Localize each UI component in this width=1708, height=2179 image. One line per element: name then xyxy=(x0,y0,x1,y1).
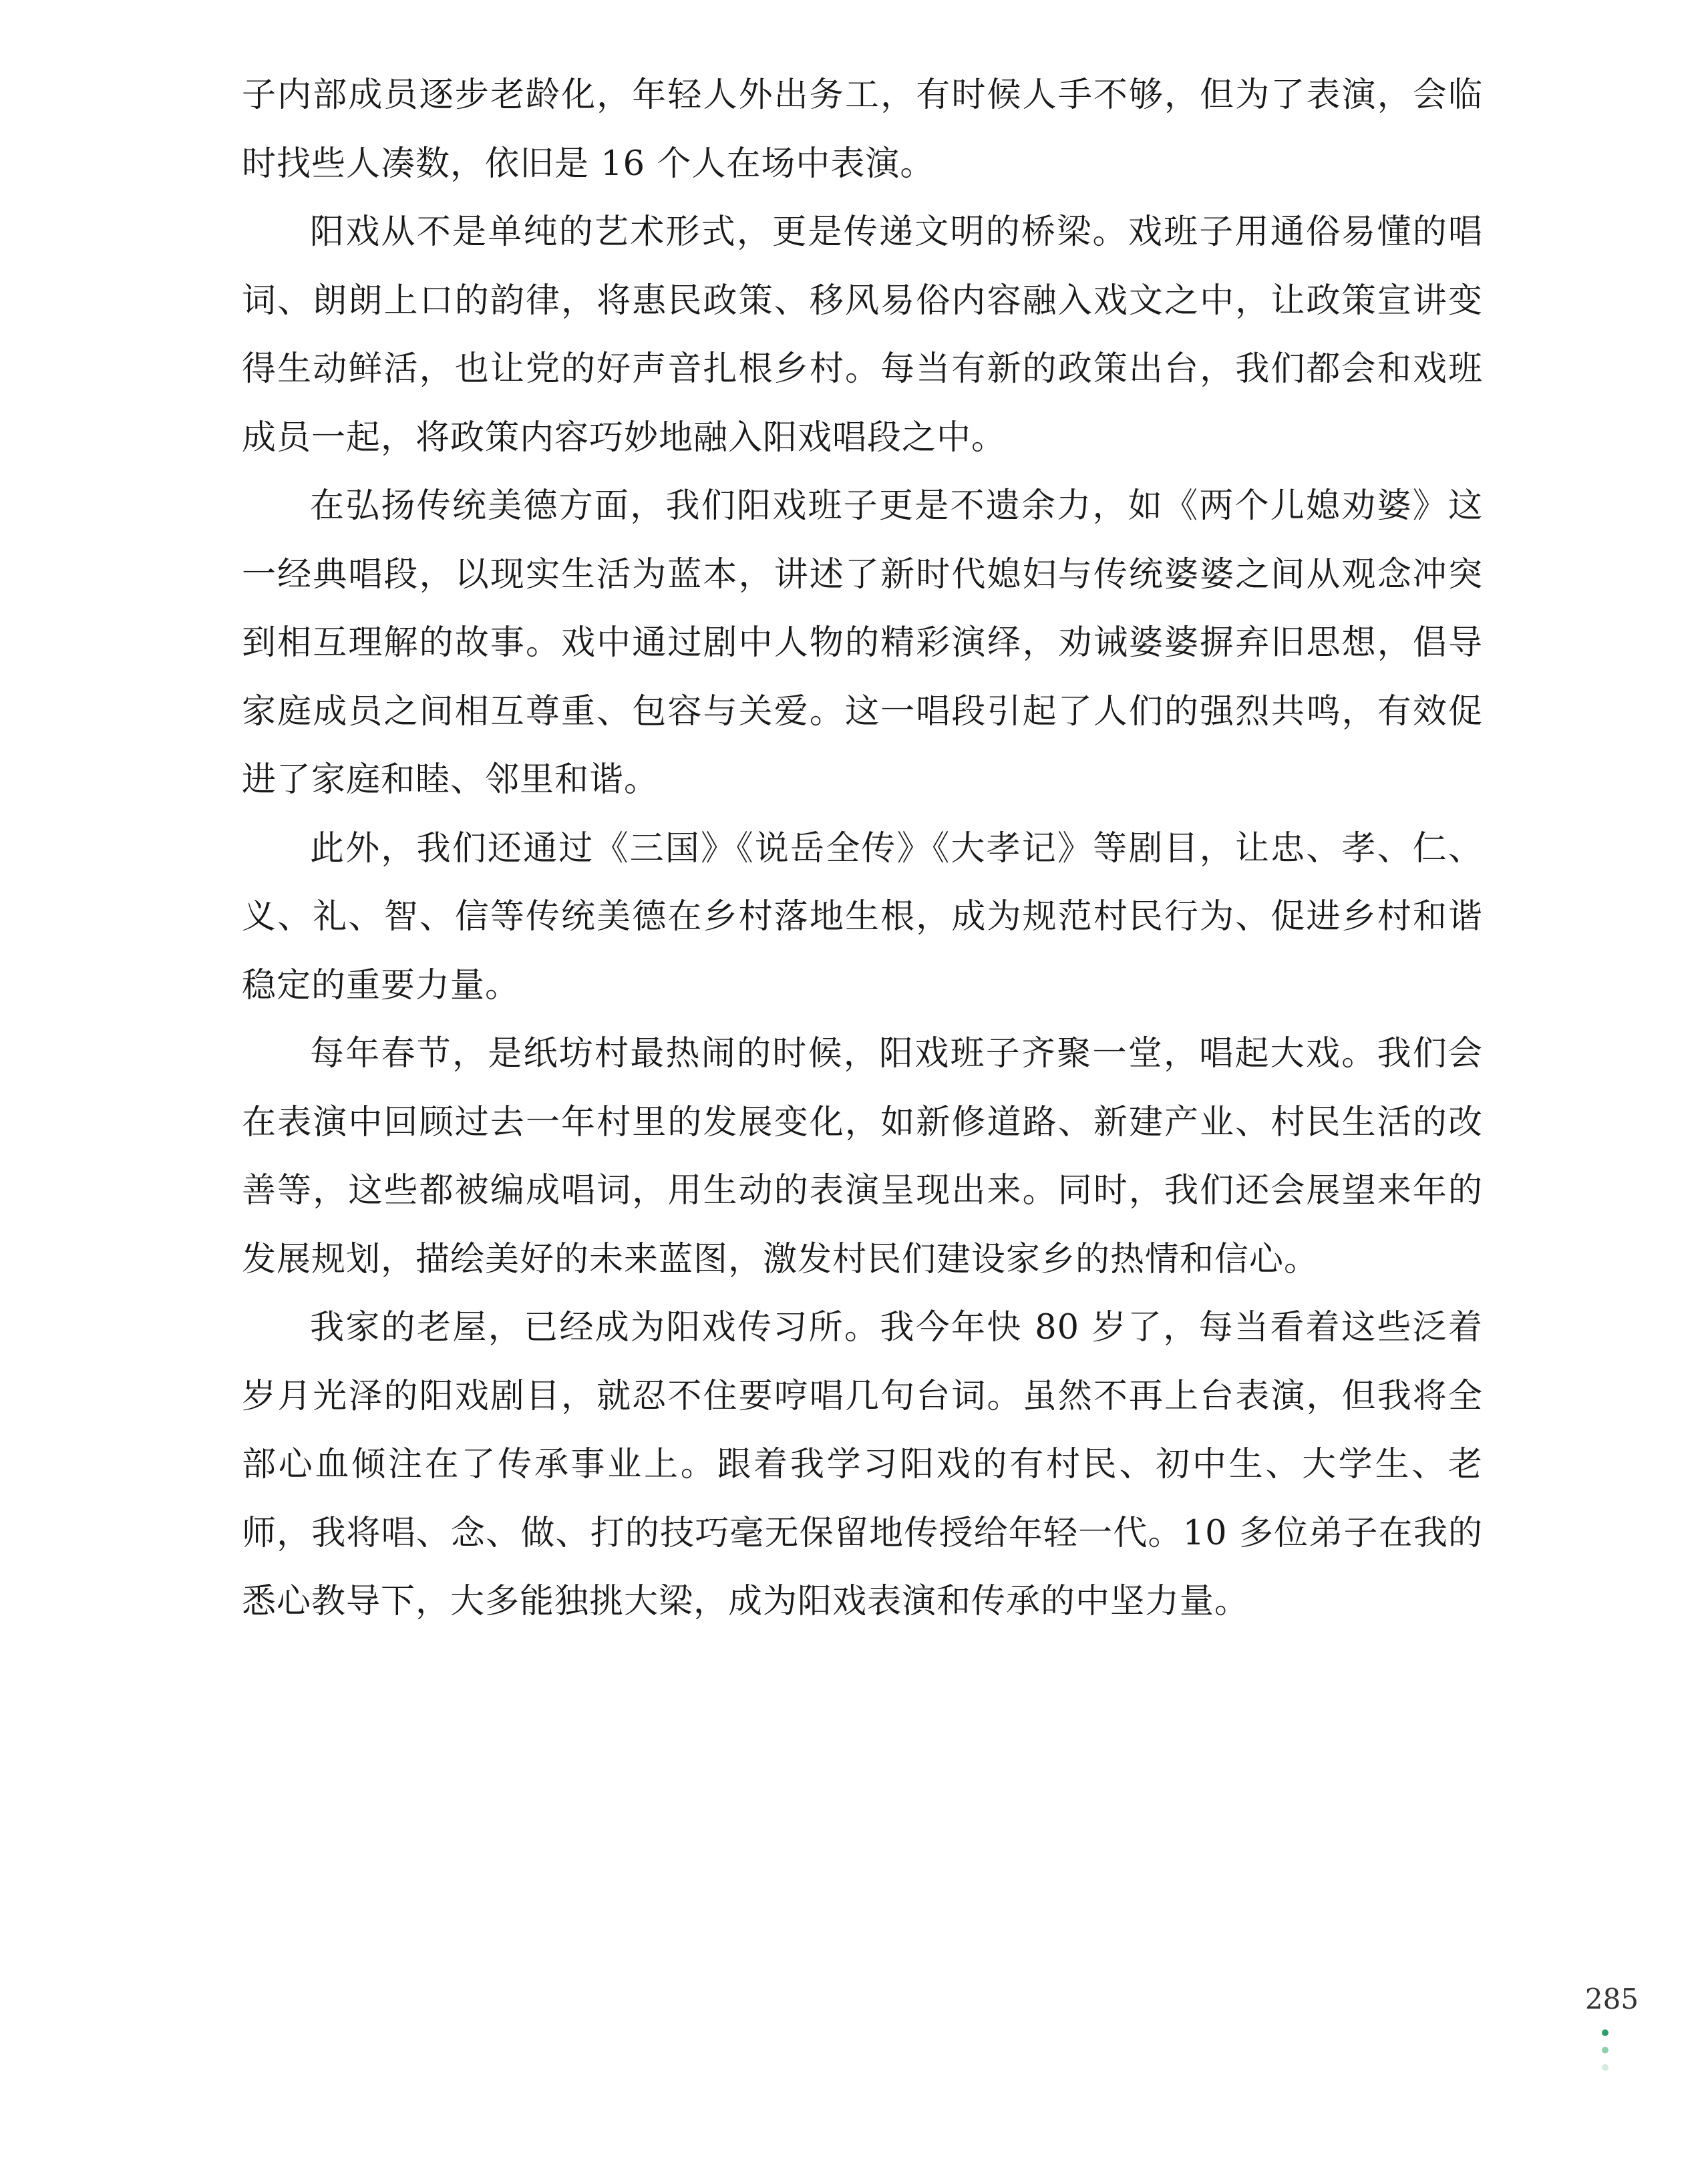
page-number: 285 xyxy=(1584,1983,1639,2015)
paragraph-2: 阳戏从不是单纯的艺术形式，更是传递文明的桥梁。戏班子用通俗易懂的唱词、朗朗上口的韵律，将惠民政策、移风易俗内容融入戏文之中，让政策宣讲变得生动鲜活，也让党的好声音扎根乡村。每当有新的政策出台，我们都会和戏班成员一起，将政策内容巧妙地融入阳戏唱段之中。 xyxy=(242,212,1483,458)
paragraph-1: 子内部成员逐步老龄化，年轻人外出务工，有时候人手不够，但为了表演，会临时找些人凑数，依旧是 16 个人在场中表演。 xyxy=(242,75,1483,184)
decoration-dot-1 xyxy=(1602,2029,1608,2036)
decoration-dot-3 xyxy=(1602,2064,1608,2071)
page-dots-decoration xyxy=(1600,2029,1613,2096)
body-text xyxy=(242,61,1483,1637)
paragraph-3: 在弘扬传统美德方面，我们阳戏班子更是不遗余力，如《两个儿媳劝婆》这一经典唱段，以现实生活为蓝本，讲述了新时代媳妇与传统婆婆之间从观念冲突到相互理解的故事。戏中通过剧中人物的精彩演绎，劝诫婆婆摒弃旧思想，倡导家庭成员之间相互尊重、包容与关爱。这一唱段引起了人们的强烈共鸣，有效促进了家庭和睦、邻里和谐。 xyxy=(242,486,1483,800)
paragraph-5: 每年春节，是纸坊村最热闹的时候，阳戏班子齐聚一堂，唱起大戏。我们会在表演中回顾过去一年村里的发展变化，如新修道路、新建产业、村民生活的改善等，这些都被编成唱词，用生动的表演呈现出来。同时，我们还会展望来年的发展规划，描绘美好的未来蓝图，激发村民们建设家乡的热情和信心。 xyxy=(242,1034,1483,1279)
decoration-dot-2 xyxy=(1602,2047,1608,2053)
paragraph-6: 我家的老屋，已经成为阳戏传习所。我今年快 80 岁了，每当看着这些泛着岁月光泽的阳戏剧目，就忍不住要哼唱几句台词。虽然不再上台表演，但我将全部心血倾注在了传承事业上。跟着我学习阳戏的有村民、初中生、大学生、老师，我将唱、念、做、打的技巧毫无保留地传授给年轻一代。10 多位弟子在我的悉心教导下，大多能独挑大梁，成为阳戏表演和传承的中坚力量。 xyxy=(242,1308,1483,1621)
paragraph-4: 此外，我们还通过《三国》《说岳全传》《大孝记》等剧目，让忠、孝、仁、义、礼、智、信等传统美德在乡村落地生根，成为规范村民行为、促进乡村和谐稳定的重要力量。 xyxy=(242,828,1483,1005)
